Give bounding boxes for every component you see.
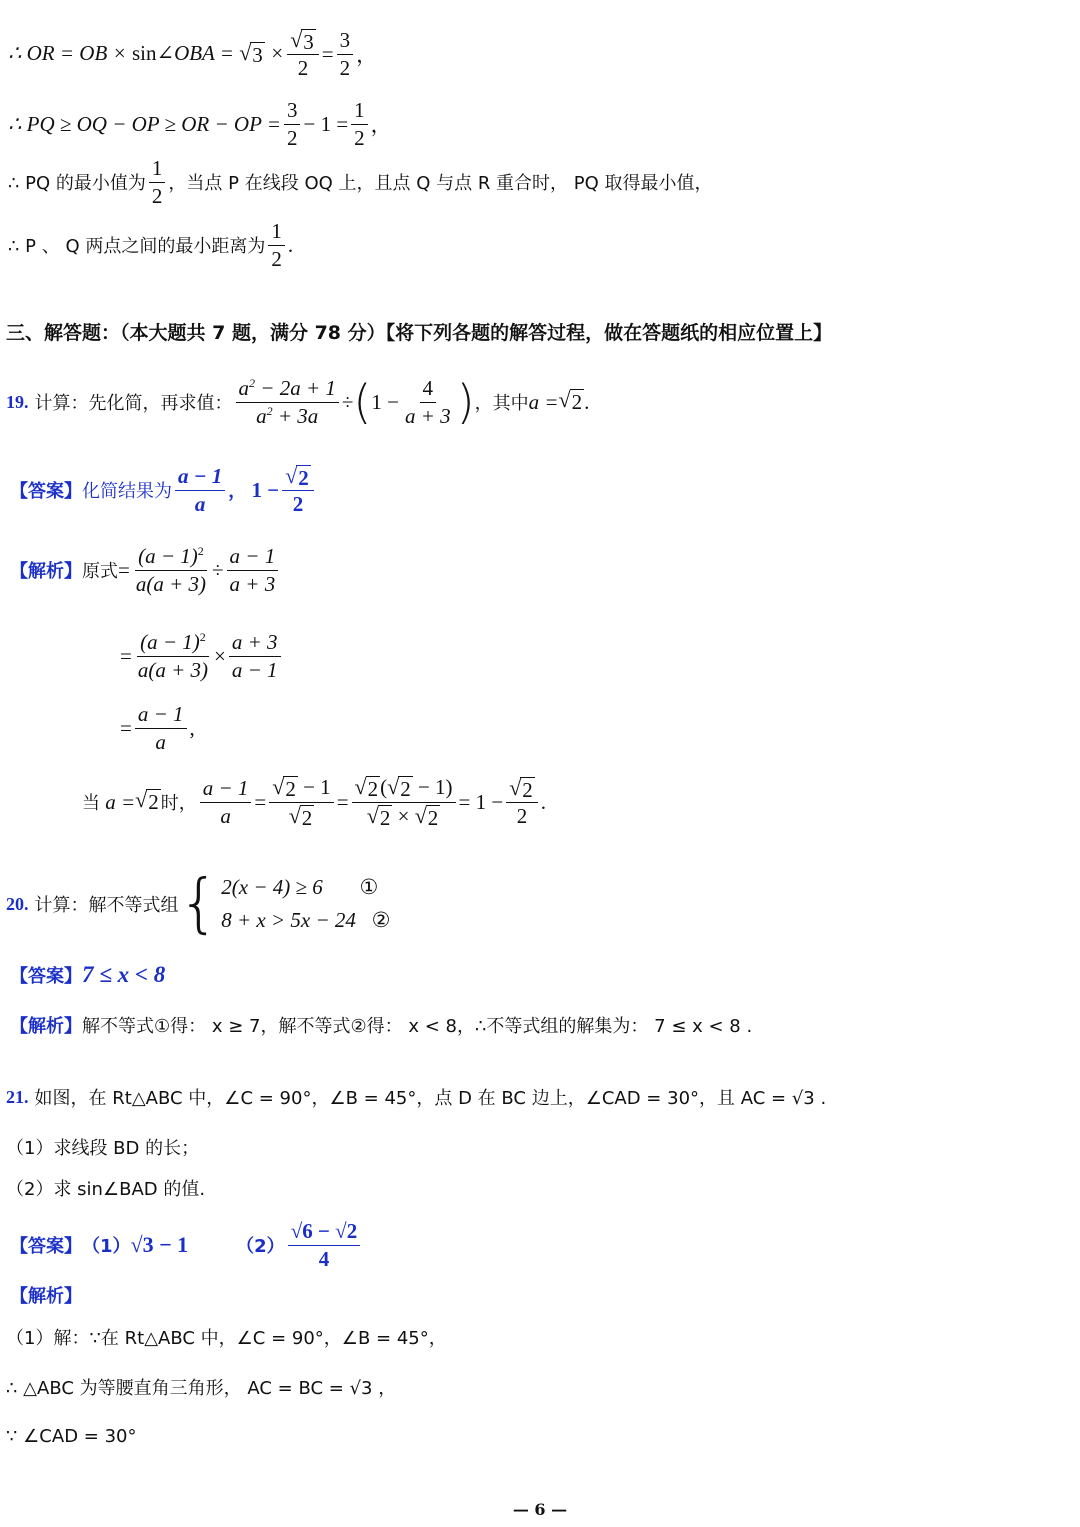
sqrt: √ 3 [239, 39, 263, 67]
q19-stem: 19. 计算：先化简，再求值： $\frac{a^2 - 2a + 1}{a^2 + 3a}$ ÷ ( 1 − $\frac{4}{a + 3}$ ) ，其中 a = √ 2 . [6, 375, 590, 429]
cont-line-1: ∴ OR = OB × sin∠OBA = √ 3 × √ 3 2 = $\frac{3}{2}$ ， [8, 26, 378, 80]
q21-sol-2: ∴ △ABC 为等腰直角三角形， AC = BC = √3 ， [6, 1378, 397, 1399]
q19-analysis-2: = $\frac{(a - 1)^2}{a(a + 3)}$ × $\frac{a + 3}{a - 1}$ [120, 624, 284, 688]
section-heading: 三、解答题：（本大题共 7 题，满分 78 分）【将下列各题的解答过程，做在答题纸的相应位置上】 [6, 321, 833, 344]
fraction: $\frac{a - 1}{a}$ [175, 463, 225, 517]
q19-analysis-1: 【解析】 原式 = $\frac{(a - 1)^2}{a(a + 3)}$ ÷ $\frac{a - 1}{a + 3}$ [10, 538, 281, 602]
q21-sol-1: （1）解：∵在 Rt△ABC 中，∠C = 90°，∠B = 45°， [6, 1328, 447, 1349]
q20-answer: 【答案】 7 ≤ x < 8 [10, 962, 166, 987]
fraction: $\frac{3}{2}$ [337, 27, 354, 81]
q21-sol-3: ∵ ∠CAD = 30° [6, 1425, 137, 1447]
inequality-system: 2(x − 4) ≥ 6 ① 8 + x > 5x − 24 ② [221, 875, 391, 932]
fraction: √ 3 2 [287, 27, 319, 81]
q20-analysis: 【解析】 解不等式①得： x ≥ 7，解不等式②得： x < 8，∴不等式组的解集为： 7 ≤ x < 8 . [10, 1016, 753, 1037]
q20-stem: 20. 计算：解不等式组 { 2(x − 4) ≥ 6 ① 8 + x > 5x − 24 ② [6, 867, 391, 941]
cont-line-3: ∴ PQ 的最小值为 $\frac{1}{2}$ ，当点 P 在线段 OQ 上，且点 Q 与点 R 重合时， PQ 取得最小值， [8, 156, 713, 208]
fraction: $\frac{a^2 - 2a + 1}{a^2 + 3a}$ [236, 375, 339, 429]
cont-line-4: ∴ P 、 Q 两点之间的最小距离为 $\frac{1}{2}$ . [8, 219, 294, 271]
q19-answer: 【答案】 化简结果为 $\frac{a - 1}{a}$ ， 1 − √ 2 2 [10, 455, 317, 525]
formula: ∴ OR = OB × sin∠OBA = √ 3 × [8, 39, 285, 67]
q19-analysis-3: = $\frac{a - 1}{a}$ , [120, 702, 195, 754]
q19-analysis-4: 当 a = √ 2 时， $\frac{a - 1}{a}$ = √ 2 − 1 √ 2 = √ 2 ( √ 2 − 1) √ 2 × √ 2 = 1 − √ 2 2 . [82, 774, 547, 830]
q21-answer: 【答案】 （1） √3 − 1 （2） $\frac{√6 - √2}{4}$ [10, 1212, 363, 1278]
q21-stem: 21. 如图，在 Rt△ABC 中，∠C = 90°，∠B = 45°，点 D 在 BC 边上，∠CAD = 30°，且 AC = √3 . [6, 1086, 827, 1109]
fraction: $\frac{√6 - √2}{4}$ [288, 1218, 361, 1272]
q21-part2: （2）求 sin∠BAD 的值. [6, 1179, 206, 1200]
cont-line-2: ∴ PQ ≥ OQ − OP ≥ OR − OP = $\frac{3}{2}$ − 1 = $\frac{1}{2}$ ， [8, 98, 392, 150]
q21-analysis-tag: 【解析】 [10, 1286, 82, 1307]
q21-part1: （1）求线段 BD 的长； [6, 1138, 200, 1159]
page-number: — 6 — [512, 1500, 568, 1519]
answer-tag: 【答案】 [10, 481, 82, 502]
analysis-tag: 【解析】 [10, 561, 82, 582]
